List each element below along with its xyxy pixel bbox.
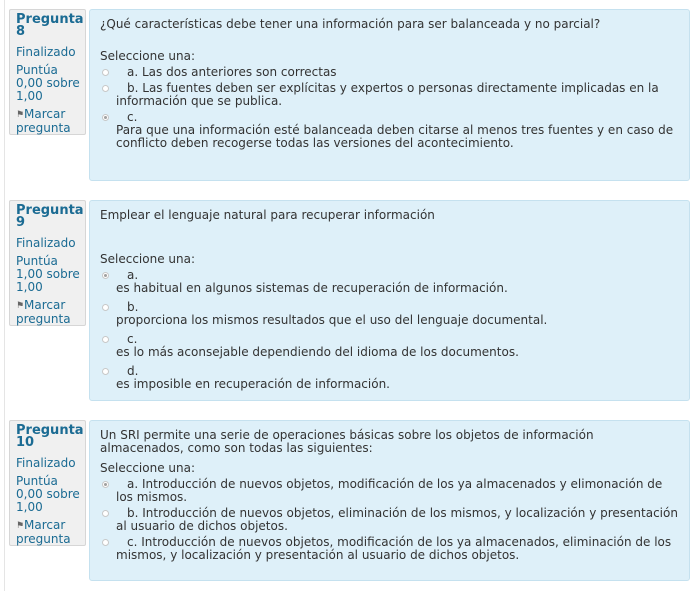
radio-button-selected[interactable] (102, 114, 109, 121)
option-letter: a. (127, 268, 139, 282)
question-number: 9 (16, 215, 26, 230)
option-text: Introducción de nuevos objetos, eliminación de los mismos, y localización y presentación al usuario de dichos objetos. (116, 506, 678, 533)
question-state: Finalizado (16, 456, 76, 470)
flag-icon: ⚑ (16, 521, 25, 531)
option-letter: b. (127, 81, 139, 95)
question-text: Emplear el lenguaje natural para recuperar información (100, 208, 435, 222)
question-text: Un SRI permite una serie de operaciones básicas sobre los objetos de información almacenados, como son todas las siguientes: (100, 428, 594, 455)
question-label: Pregunta (16, 12, 84, 27)
option-letter: b. (127, 300, 139, 314)
option-text: proporciona los mismos resultados que el uso del lenguaje documental. (116, 313, 548, 327)
option-letter: d. (127, 364, 139, 378)
question-number: 10 (16, 435, 35, 450)
page-edge (4, 0, 5, 591)
question-info (9, 9, 86, 135)
option-letter: c. (127, 332, 138, 346)
flag-question-link[interactable]: ⚑Marcar pregunta (16, 107, 71, 135)
option-letter: c. (127, 535, 138, 549)
radio-button[interactable] (102, 539, 109, 546)
flag-question-link[interactable]: ⚑Marcar pregunta (16, 298, 71, 326)
option-text: es habitual en algunos sistemas de recuperación de información. (116, 281, 508, 295)
option-letter: a. (127, 65, 139, 79)
option-text: es lo más aconsejable dependiendo del idioma de los documentos. (116, 345, 519, 359)
radio-button[interactable] (102, 368, 109, 375)
question-label: Pregunta (16, 203, 84, 218)
radio-button[interactable] (102, 69, 109, 76)
radio-button-selected[interactable] (102, 272, 109, 279)
answer-option-b[interactable] (100, 82, 679, 108)
question-state: Finalizado (16, 236, 76, 250)
question-label: Pregunta (16, 423, 84, 438)
answer-prompt: Seleccione una: (100, 461, 195, 475)
flag-icon: ⚑ (16, 110, 25, 120)
answer-option-a[interactable] (100, 269, 679, 295)
radio-button[interactable] (102, 510, 109, 517)
radio-button[interactable] (102, 336, 109, 343)
question-info (9, 200, 86, 326)
answer-prompt: Seleccione una: (100, 252, 195, 266)
answer-option-b[interactable] (100, 507, 679, 533)
question-grade: Puntúa 0,00 sobre 1,00 (16, 474, 80, 514)
answer-option-a[interactable] (100, 66, 679, 79)
option-text: Las dos anteriores son correctas (142, 65, 337, 79)
radio-button[interactable] (102, 304, 109, 311)
option-text: Para que una información esté balanceada deben citarse al menos tres fuentes y en caso de conflicto deben recogerse todas las versiones del acontecimiento. (116, 123, 674, 150)
answer-option-c[interactable] (100, 536, 679, 562)
question-content (89, 420, 690, 581)
question-text: ¿Qué características debe tener una información para ser balanceada y no parcial? (100, 17, 601, 31)
question-grade: Puntúa 1,00 sobre 1,00 (16, 254, 80, 294)
answer-option-a[interactable] (100, 478, 679, 504)
radio-button-selected[interactable] (102, 481, 109, 488)
question-content (89, 9, 690, 181)
option-text: Las fuentes deben ser explícitas y expertos o personas directamente implicadas en la información que se publica. (116, 81, 659, 108)
radio-button[interactable] (102, 85, 109, 92)
option-text: Introducción de nuevos objetos, modificación de los ya almacenados y elimonación de los mismos. (116, 477, 663, 504)
option-text: es imposible en recuperación de información. (116, 377, 390, 391)
question-grade: Puntúa 0,00 sobre 1,00 (16, 63, 80, 103)
answer-option-c[interactable] (100, 111, 679, 150)
option-text: Introducción de nuevos objetos, modificación de los ya almacenados, eliminación de los mismos, y localización y presentación al usuario de dichos objetos. (116, 535, 672, 562)
option-letter: b. (127, 506, 139, 520)
option-letter: c. (127, 110, 138, 124)
flag-icon: ⚑ (16, 301, 25, 311)
answer-option-b[interactable] (100, 301, 679, 327)
question-info (9, 420, 86, 546)
option-letter: a. (127, 477, 139, 491)
answer-option-c[interactable] (100, 333, 679, 359)
question-state: Finalizado (16, 45, 76, 59)
flag-question-link[interactable]: ⚑Marcar pregunta (16, 518, 71, 546)
question-number: 8 (16, 24, 26, 39)
question-content (89, 200, 690, 401)
answer-prompt: Seleccione una: (100, 49, 195, 63)
answer-option-d[interactable] (100, 365, 679, 391)
